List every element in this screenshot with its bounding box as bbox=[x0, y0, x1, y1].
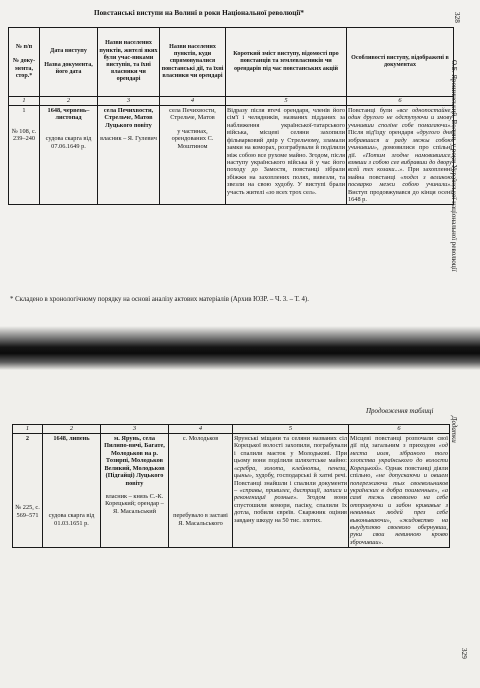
cell-date bbox=[40, 106, 98, 205]
row-targets-owner: перебувало в заставі Я. Масальського bbox=[173, 512, 228, 527]
header-features: Особливості виступу, відображені в документах bbox=[347, 28, 454, 97]
column-number-row bbox=[9, 97, 454, 106]
row-document-name: судова скарга від 01.03.1651 р. bbox=[48, 512, 95, 527]
summary-text-2: худобу, господарські й хатні речі. Повстанці знайшли і спалили документи – bbox=[234, 472, 347, 494]
header-date-label: Дата виступу bbox=[50, 47, 87, 54]
header-participants: Назви населених пунктів, жителі яких були учас-никами виступів, та їхні власники чи орендарі bbox=[98, 28, 160, 97]
row-targets: с. Молодьков bbox=[182, 435, 219, 442]
row-number: 1 bbox=[22, 107, 26, 114]
table-row bbox=[9, 106, 454, 205]
row-document-ref: № 108, с. 239–240 bbox=[11, 127, 37, 143]
cell-participants bbox=[98, 106, 160, 205]
col-num-2: 2 bbox=[43, 425, 101, 434]
cell-features bbox=[349, 434, 450, 548]
row-date: 1648, липень bbox=[53, 435, 90, 442]
col-num-4: 4 bbox=[160, 97, 226, 106]
header-date bbox=[40, 28, 98, 97]
page-number-right: 329 bbox=[460, 648, 468, 659]
page-number-left: 328 bbox=[453, 12, 461, 23]
col-num-1: 1 bbox=[13, 425, 43, 434]
scan-gap-shadow bbox=[0, 326, 480, 370]
row-participants: м. Ярунь, села Пилипо-вичі, Багате, Молодьков на р. Тозирпі, Молодьков Великий, Молодьков (Підгайці) Луцького повіту bbox=[104, 435, 165, 487]
features-text-2: Однак повстанці діяли спільно, bbox=[350, 464, 449, 480]
features-quote-1: «од места иоля, зібраного того хлопства українського до волости Корецькой». bbox=[350, 442, 448, 472]
running-head-left: О.Б. Ярошинський. Волинь у роки Української національної революції bbox=[450, 60, 458, 272]
summary-quote-1: «сребра, золота, клейноты, пенези, цыны», bbox=[234, 464, 347, 480]
features-quote-3: «а самі тежь своеволно на себе отправуючи и забон кривавые з невинных людей през себе выконываючи», bbox=[350, 486, 448, 524]
features-quote-4: «жидовство на выудуплюю своеволо обернувши, руки свои невинною кровю зброчивши». bbox=[350, 516, 448, 546]
cell-date bbox=[43, 434, 101, 548]
summary-quote-2: «справы, привилеє, дистриції, записи и реконгнициї розные». bbox=[234, 486, 348, 502]
summary-text-1: Ярунські міщани та селяни названих сіл Корецької волості захопили, пограбували і спалили маєток у Молодькові. При цьому вони поділили шляхетське майно: bbox=[234, 435, 347, 465]
row-participants-owner: власник – князь С.-К. Корецький; орендар – Я. Масальський bbox=[105, 492, 164, 515]
cell-targets bbox=[169, 434, 233, 548]
uprisings-table-top bbox=[8, 27, 454, 205]
features-text-5: Виступ продовжувався до кінця осені 1648 р. bbox=[348, 188, 452, 204]
features-quote-1: «все однопостайне, один другого не одступуючи и змову учинивши споліне собе помагаючи». bbox=[348, 107, 452, 129]
col-num-4: 4 bbox=[169, 425, 233, 434]
continuation-label: Продовження таблиці bbox=[366, 407, 434, 415]
row-number: 2 bbox=[25, 435, 30, 442]
features-quote-2: «не допускаючи и овшем попережаючи тых своевольников українских в добра поименные», bbox=[350, 472, 448, 494]
col-num-2: 2 bbox=[40, 97, 98, 106]
running-head-right: Додатки bbox=[450, 416, 458, 443]
row-participants-owner: власник – Я. Гулевич bbox=[100, 135, 157, 143]
cell-targets bbox=[160, 106, 226, 205]
header-number bbox=[9, 28, 40, 97]
row-targets-owner: у частинах, орендованих С. Моштином bbox=[171, 127, 214, 150]
footnote: * Складено в хронологічному порядку на основі аналізу актових матеріалів (Архив ЮЗР. – Ч. 3. – Т. 4). bbox=[10, 296, 309, 303]
features-quote-2: «другого дня зобравшися и раду межы собою учинивши», bbox=[348, 129, 452, 152]
header-document-label: № доку-мента, стор.* bbox=[12, 58, 36, 79]
row-participants: села Печихвости, Стрельче, Матов Луцького повіту bbox=[103, 107, 154, 129]
header-targets: Назви населених пунктів, куди спрямовувалися повстанські дії, та їхні власники чи орендарі bbox=[160, 28, 226, 97]
header-docname-label: Назва документа, його дата bbox=[44, 62, 93, 76]
row-document-ref: № 225, с. 569–571 bbox=[15, 504, 40, 519]
features-quote-3: «Потим згодне намовившисе, взявши з собою сее вибравши до двору всей тех козаки...». bbox=[348, 151, 453, 174]
cell-participants bbox=[101, 434, 169, 548]
features-text-2: Після від'їзду орендаря bbox=[348, 129, 414, 137]
row-date: 1648, червень–листопад bbox=[47, 107, 90, 122]
col-num-3: 3 bbox=[98, 97, 160, 106]
col-num-5: 5 bbox=[226, 97, 347, 106]
table-row bbox=[13, 434, 450, 548]
features-text-4: При захопленні майна повстанці bbox=[348, 166, 452, 181]
features-quote-4: «подел з великою посварко межи собою учинили». bbox=[348, 173, 452, 189]
row-document-name: судова скарга від 07.06.1649 р. bbox=[45, 135, 92, 150]
cell-summary bbox=[233, 434, 349, 548]
col-num-6: 6 bbox=[349, 425, 450, 434]
header-summary: Короткий зміст виступу, відомості про повстанців та землевласників чи орендарів під час повстанських акцій bbox=[226, 28, 347, 97]
cell-features bbox=[347, 106, 454, 205]
col-num-6: 6 bbox=[347, 97, 454, 106]
table-title: Повстанські виступи на Волині в роки Національної революції* bbox=[94, 9, 304, 17]
table-header-row bbox=[9, 28, 454, 97]
column-number-row bbox=[13, 425, 450, 434]
summary-text-3: Згодом вони спустошили комори, пасіку, спалили їх дотла, побили євреїв. Скаржник оцінив завдану шкоду на 50 тис. злотих. bbox=[234, 494, 347, 524]
features-text-3: домовилися про спільні дії. bbox=[348, 144, 452, 159]
cell-number bbox=[9, 106, 40, 205]
uprisings-table-continued bbox=[12, 424, 450, 548]
cell-summary: Відразу після втечі орендаря, членів його сім'ї і челядників, названих підданих за наближення української-татарського війська, місцеві селяни захопили фільварковий двір у Стрельчому, зламали замки на коморах, розграбували й поділили між собою все рухоме майно. Згодом, після наступу українського війська й у час його походу до Замостя, повстанці зібрали збіжжя на захоплених полях, вивезли, та звезли на свою худобу. У виступі брали участь жителі «зо всех трох сел». bbox=[226, 106, 347, 205]
cell-number bbox=[13, 434, 43, 548]
row-targets: села Печихвости, Стрельче, Матов bbox=[169, 107, 216, 122]
features-text-1: Місцеві повстанці розпочали свої дії під загальним з приходом bbox=[350, 435, 448, 450]
col-num-5: 5 bbox=[233, 425, 349, 434]
col-num-1: 1 bbox=[9, 97, 40, 106]
header-number-label: № п/п bbox=[15, 44, 33, 51]
col-num-3: 3 bbox=[101, 425, 169, 434]
features-text-1: Повстанці були bbox=[348, 107, 393, 114]
